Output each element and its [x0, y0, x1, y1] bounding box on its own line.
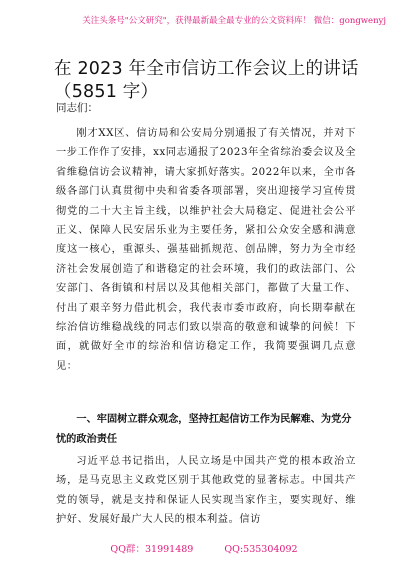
footer-contact [0, 541, 408, 555]
footer-qq-number: QQ:535304092 [224, 544, 298, 555]
greeting-text: 同志们： [56, 102, 98, 114]
document-title: 在 2023 年全市信访工作会议上的讲话（5851 字） [54, 59, 359, 102]
body-paragraph-2: 习近平总书记指出，人民立场是中国共产党的根本政治立场，是马克思主义政党区别于其他政党的显著标志。中国共产党的领导，就是支持和保证人民实现当家作主，要实现好、维护好、发展好最广大人民的根本利益。信访 [56, 456, 356, 526]
section-heading-1: 一、牢固树立群众观念，坚持扛起信访工作为民解难、为党分忧的政治责任 [56, 414, 352, 445]
body-paragraph-1: 刚才XX区、信访局和公安局分别通报了有关情况，并对下一步工作作了安排，xx同志通报了2023年全省综治委会议及全省维稳信访会议精神，请大家抓好落实。2022年以来，全市各级各部门认真贯彻中央和省委各项部署，突出迎接学习宣传贯彻党的二十大主旨主线，以维护社会大局稳定、促进社会公平正义、保障人民安居乐业为主要任务，紧扣公众安全感和满意度这一核心，重源头、强基础抓规范、创品牌，努力为全市经济社会发展创造了和谐稳定的社会环境，我们的政法部门、公安部门、各街镇和村居以及其他相关部门，都做了大量工作、付出了艰辛努力借此机会，我代表市委市政府，向长期奉献在综治信访维稳战线的同志们致以崇高的敬意和诚挚的问候！下面，就做好全市的综治和信访稳定工作，我简要强调几点意见： [56, 128, 356, 372]
top-banner-notice: 关注头条号"公文研究"，获得最新最全最专业的公文资料库！ 微信：gongwenyj [82, 16, 386, 26]
footer-qq-group: QQ群：31991489 [110, 544, 194, 555]
